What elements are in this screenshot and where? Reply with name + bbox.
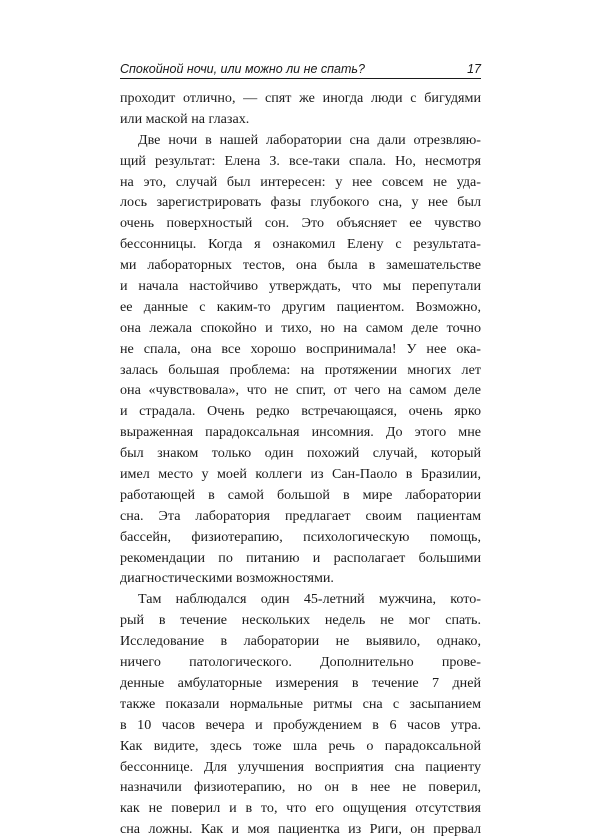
text-line: сна. Эта лаборатория предлагает своим пациентам [120, 507, 481, 524]
text-line: назначили физиотерапию, но он в нее не поверил, [120, 779, 481, 796]
text-line: ничего патологического. Дополнительно прове- [120, 654, 481, 671]
text-line: диагностическими возможностями. [120, 570, 334, 587]
text-line: залась большая проблема: на протяжении многих лет [120, 361, 481, 378]
paragraph-3 [120, 589, 481, 840]
text-line: Там наблюдался один 45-летний мужчина, кото- [138, 591, 481, 608]
text-line: в 10 часов вечера и пробуждением в 6 часов утра. [120, 716, 481, 733]
text-line: или маской на глазах. [120, 110, 250, 127]
text-line: Две ночи в нашей лаборатории сна дали отрезвляю- [138, 131, 481, 148]
text-line: и начала настойчиво утверждать, что мы перепутали [120, 278, 481, 295]
text-line: бассейн, физиотерапию, психологическую помощь, [120, 528, 481, 545]
text-line: Исследование в лаборатории не выявило, однако, [120, 633, 481, 650]
text-line: как не поверил и в то, что его ощущения отсутствия [120, 800, 481, 817]
text-line: и страдала. Очень редко встречающаяся, очень ярко [120, 403, 481, 420]
paragraph-2 [120, 130, 481, 590]
text-line: бессоннице. Для улучшения восприятия сна пациенту [120, 758, 481, 775]
text-line: рый в течение нескольких недель не мог спать. [120, 612, 481, 629]
text-line: денные амбулаторные измерения в течение 7 дней [120, 674, 481, 691]
text-line: на это, случай был интересен: у нее совсем не уда- [120, 173, 481, 190]
text-line: щий результат: Елена З. все-таки спала. Но, несмотря [120, 152, 481, 169]
text-line: также показали нормальные ритмы сна с засыпанием [120, 695, 481, 712]
text-line: имел место у моей коллеги из Сан-Паоло в Бразилии, [120, 466, 481, 483]
text-line: выраженная парадоксальная инсомния. До этого мне [120, 424, 481, 441]
text-line: ми лабораторных тестов, она была в замешательстве [120, 257, 481, 274]
text-line: сна ложны. Как и моя пациентка из Риги, он прервал [120, 821, 481, 838]
text-line: очень поверхностый сон. Это объясняет ее чувство [120, 215, 481, 232]
text-line: проходит отлично, — спят же иногда люди с бигудями [120, 90, 481, 106]
paragraph-1 [120, 88, 481, 130]
text-line: рекомендации по питанию и располагает большими [120, 549, 481, 566]
running-head [120, 60, 481, 78]
text-line: она лежала спокойно и тихо, но на самом деле точно [120, 319, 481, 336]
text-line: не спала, она все хорошо воспринимала! У нее ока- [120, 340, 481, 357]
text-line: работающей в самой большой в мире лаборатории [120, 486, 481, 503]
running-title: Спокойной ночи, или можно ли не спать? [120, 62, 365, 76]
header-rule [120, 78, 481, 79]
text-line: ее данные с каким-то другим пациентом. Возможно, [120, 298, 481, 315]
text-line: она «чувствовала», что не спит, от чего на самом деле [120, 382, 481, 399]
text-line: бессонницы. Когда я ознакомил Елену с результата- [120, 236, 481, 253]
text-line: был знаком только один похожий случай, который [120, 445, 481, 462]
text-line: лось зарегистрировать фазы глубокого сна, у нее был [120, 194, 481, 211]
text-line: Как видите, здесь тоже шла речь о парадоксальной [120, 737, 481, 754]
body-text [120, 88, 481, 840]
page-number: 17 [467, 62, 481, 76]
